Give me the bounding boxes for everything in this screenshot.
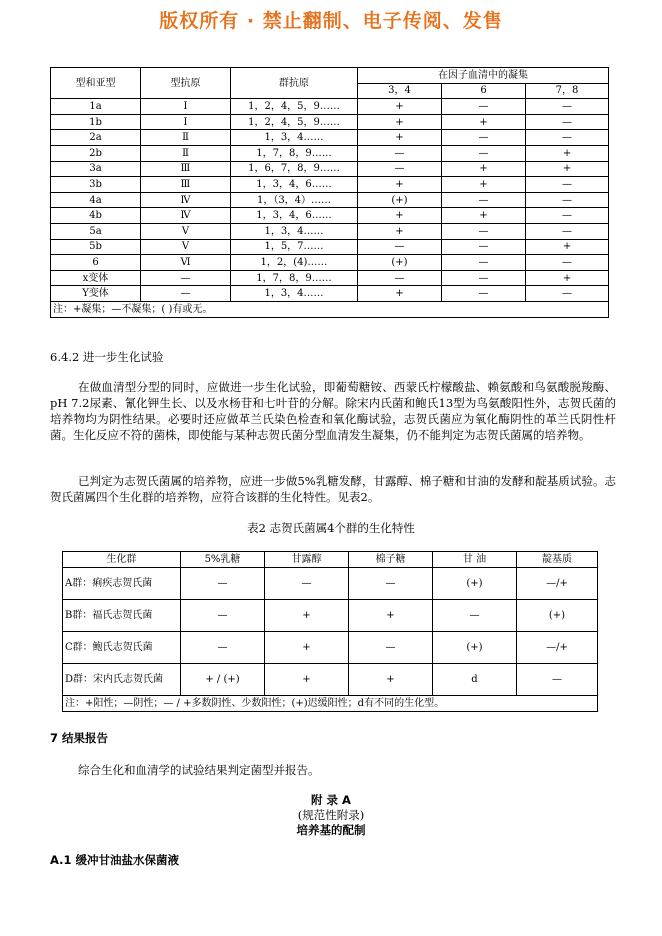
table-row xyxy=(51,270,609,286)
table-cell: — xyxy=(358,161,442,177)
table-cell: — xyxy=(526,223,609,239)
table-row xyxy=(51,145,609,161)
table-cell: + xyxy=(265,632,349,664)
table-row xyxy=(51,286,609,302)
table-cell: x变体 xyxy=(51,270,141,286)
table-cell: + xyxy=(442,114,526,130)
table-cell: Ⅴ xyxy=(141,223,231,239)
table-cell: + xyxy=(358,286,442,302)
appendix-name: 培养基的配制 xyxy=(296,823,366,837)
table2-caption: 表2 志贺氏菌属4个群的生化特性 xyxy=(247,521,415,535)
table-row xyxy=(63,664,598,696)
table-cell: — xyxy=(141,270,231,286)
table-cell: + xyxy=(358,208,442,224)
table-cell: (+) xyxy=(433,632,517,664)
table-cell: — xyxy=(442,99,526,115)
table-cell: (+) xyxy=(358,255,442,271)
table-cell: 6 xyxy=(51,255,141,271)
table-cell: 1，3，4，6…… xyxy=(231,177,358,193)
table-cell: Ⅳ xyxy=(141,192,231,208)
table-cell: — xyxy=(181,632,265,664)
subheader-34: 3，4 xyxy=(358,83,442,99)
table-cell: — xyxy=(526,114,609,130)
table-cell: — xyxy=(526,130,609,146)
table-cell: + xyxy=(349,600,433,632)
table-cell: + xyxy=(442,208,526,224)
table-row xyxy=(63,600,598,632)
table-row xyxy=(51,130,609,146)
table-cell: — xyxy=(181,600,265,632)
table-cell: — xyxy=(442,192,526,208)
table-row xyxy=(51,239,609,255)
table-cell: — xyxy=(141,286,231,302)
header-type: 型和亚型 xyxy=(51,68,141,99)
section-7-heading: 7 结果报告 xyxy=(50,731,109,745)
section-6-4-2-heading: 6.4.2 进一步生化试验 xyxy=(50,350,164,364)
table-cell: 2a xyxy=(51,130,141,146)
table-cell: 1，2，4，5，9…… xyxy=(231,99,358,115)
table-cell: 1，（3，4）…… xyxy=(231,192,358,208)
table-cell: 1a xyxy=(51,99,141,115)
table-cell: — xyxy=(526,208,609,224)
table-row xyxy=(63,568,598,600)
table-cell: + xyxy=(265,664,349,696)
table-cell: — xyxy=(358,239,442,255)
table-cell: + xyxy=(358,130,442,146)
table-cell: Ⅰ xyxy=(141,99,231,115)
table-cell: 5b xyxy=(51,239,141,255)
table-cell: — xyxy=(433,600,517,632)
table-cell: 3a xyxy=(51,161,141,177)
header-type-antigen: 型抗原 xyxy=(141,68,231,99)
serotype-table xyxy=(50,67,609,318)
paragraph-result-report: 综合生化和血清学的试验结果判定菌型并报告。 xyxy=(78,763,320,777)
table-cell: — xyxy=(526,177,609,193)
table-cell: + xyxy=(358,99,442,115)
watermark-banner: 版权所有 · 禁止翻制、电子传阅、发售 xyxy=(159,10,503,32)
table-cell: + / (+) xyxy=(181,664,265,696)
table-cell: (+) xyxy=(433,568,517,600)
table-cell: (+) xyxy=(358,192,442,208)
table1-note: 注：+凝集；—不凝集；( )有或无。 xyxy=(51,301,609,317)
table-cell: — xyxy=(526,286,609,302)
table-cell: Ⅱ xyxy=(141,130,231,146)
column-header: 靛基质 xyxy=(517,552,598,568)
table-cell: + xyxy=(265,600,349,632)
table-cell: + xyxy=(442,177,526,193)
table-cell: — xyxy=(442,223,526,239)
table-cell: + xyxy=(358,177,442,193)
table-cell: + xyxy=(349,664,433,696)
appendix-title: 附 录 A xyxy=(311,793,351,807)
table-cell: — xyxy=(442,286,526,302)
table-cell: — xyxy=(526,192,609,208)
group-name-cell: B群：福氏志贺氏菌 xyxy=(63,600,181,632)
biochemical-table xyxy=(62,551,598,712)
paragraph-shigella-fermentation: 已判定为志贺氏菌属的培养物，应进一步做5%乳糖发酵，甘露醇、棉子糖和甘油的发酵和靛基质试验。志贺氏菌属四个生化群的培养物，应符合该群的生化特性。见表2。 xyxy=(50,474,616,504)
subheader-6: 6 xyxy=(442,83,526,99)
header-group-antigen: 群抗原 xyxy=(231,68,358,99)
table-cell: Ⅲ xyxy=(141,177,231,193)
table-cell: + xyxy=(526,239,609,255)
table-row xyxy=(51,177,609,193)
table-cell: + xyxy=(526,270,609,286)
table-cell: 1，2，4，5，9…… xyxy=(231,114,358,130)
table-cell: —/+ xyxy=(517,632,598,664)
table-cell: — xyxy=(526,99,609,115)
table-row xyxy=(63,632,598,664)
table-cell: 4b xyxy=(51,208,141,224)
table-row xyxy=(51,161,609,177)
table-cell: — xyxy=(442,270,526,286)
column-header: 5%乳糖 xyxy=(181,552,265,568)
table-cell: — xyxy=(349,632,433,664)
table-cell: Ⅴ xyxy=(141,239,231,255)
table-cell: 1，3，4，6…… xyxy=(231,208,358,224)
table-cell: 1，3，4…… xyxy=(231,130,358,146)
table-cell: 1，6，7，8，9…… xyxy=(231,161,358,177)
appendix-subtitle: (规范性附录) xyxy=(297,808,365,822)
table-cell: — xyxy=(358,270,442,286)
table-row xyxy=(51,255,609,271)
table-cell: — xyxy=(349,568,433,600)
table-cell: 3b xyxy=(51,177,141,193)
table-cell: 1，3，4…… xyxy=(231,223,358,239)
header-agglutination: 在因子血清中的凝集 xyxy=(358,68,609,84)
paragraph-biochemical-tests: 在做血清型分型的同时，应做进一步生化试验，即葡萄糖铵、西蒙氏柠檬酸盐、赖氨酸和鸟氨酸脱羧酶、pH 7.2尿素、氰化钾生长、以及水杨苷和七叶苷的分解。除宋内氏菌和鲍氏13型为鸟氨酸阳性外，志贺氏菌的培养物均为阴性结果。必要时还应做革兰氏染色检查和氧化酶试验，志贺氏菌应为氧化酶阴性的革兰氏阴性杆菌。生化反应不符的菌株，即使能与某种志贺氏菌分型血清发生凝集，仍不能判定为志贺氏菌属的培养物。 xyxy=(50,380,616,442)
table-cell: Y变体 xyxy=(51,286,141,302)
column-header: 甘 油 xyxy=(433,552,517,568)
table-cell: — xyxy=(526,255,609,271)
table-cell: (+) xyxy=(517,600,598,632)
table-cell: + xyxy=(526,161,609,177)
table-cell: 1，5，7…… xyxy=(231,239,358,255)
table-cell: — xyxy=(442,130,526,146)
column-header: 生化群 xyxy=(63,552,181,568)
table-cell: — xyxy=(442,255,526,271)
table2-note: 注：+阳性；—阴性；— / +多数阴性、少数阳性；(+)迟缓阳性；d有不同的生化型。 xyxy=(63,696,598,712)
table-cell: Ⅵ xyxy=(141,255,231,271)
table-cell: Ⅱ xyxy=(141,145,231,161)
table-cell: 2b xyxy=(51,145,141,161)
table-cell: — xyxy=(442,239,526,255)
table-row xyxy=(51,223,609,239)
table-cell: 1，7，8，9…… xyxy=(231,270,358,286)
table-cell: — xyxy=(442,145,526,161)
table-cell: — xyxy=(265,568,349,600)
table-cell: 1，3，4…… xyxy=(231,286,358,302)
table-cell: — xyxy=(517,664,598,696)
subheader-78: 7，8 xyxy=(526,83,609,99)
table-cell: — xyxy=(358,145,442,161)
table-cell: Ⅲ xyxy=(141,161,231,177)
table-cell: d xyxy=(433,664,517,696)
column-header: 棉子糖 xyxy=(349,552,433,568)
table-cell: —/+ xyxy=(517,568,598,600)
table-cell: 1，2，(4)…… xyxy=(231,255,358,271)
table-cell: + xyxy=(358,114,442,130)
table-cell: 1，7，8，9…… xyxy=(231,145,358,161)
table-cell: + xyxy=(442,161,526,177)
table-cell: + xyxy=(358,223,442,239)
section-a1-heading: A.1 缓冲甘油盐水保菌液 xyxy=(50,853,179,867)
column-header: 甘露醇 xyxy=(265,552,349,568)
table-cell: Ⅳ xyxy=(141,208,231,224)
table-row xyxy=(51,208,609,224)
table-row xyxy=(51,99,609,115)
table-cell: 5a xyxy=(51,223,141,239)
group-name-cell: A群：痢疾志贺氏菌 xyxy=(63,568,181,600)
table-cell: 1b xyxy=(51,114,141,130)
table-row xyxy=(51,114,609,130)
group-name-cell: D群：宋内氏志贺氏菌 xyxy=(63,664,181,696)
table-row xyxy=(51,192,609,208)
table-cell: 4a xyxy=(51,192,141,208)
table-cell: Ⅰ xyxy=(141,114,231,130)
table-cell: + xyxy=(526,145,609,161)
group-name-cell: C群：鲍氏志贺氏菌 xyxy=(63,632,181,664)
table-cell: — xyxy=(181,568,265,600)
